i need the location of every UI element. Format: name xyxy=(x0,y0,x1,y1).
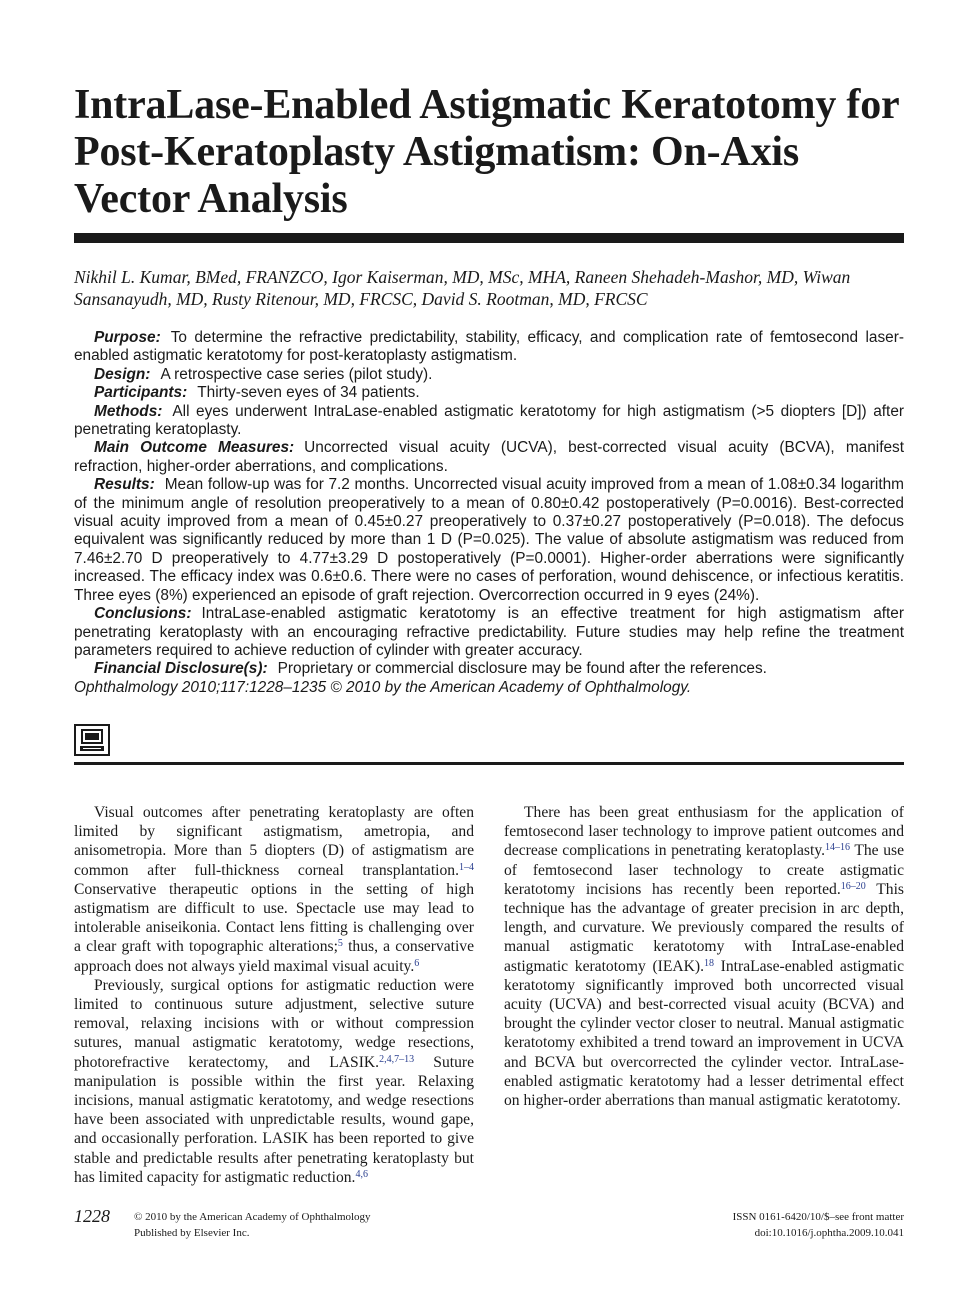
footer-identifiers xyxy=(733,1209,904,1241)
body-paragraph: Previously, surgical options for astigmatic reduction were limited to continuous suture adjustment, selective suture removal, relaxing incisions with or without compression sutures, manual astigmatic keratotomy, wedge resections, photorefractive keratectomy, and LASIK.$^{2,4,7-13}$ Suture manipulation is possible within the first year. Relaxing incisions, manual astigmatic keratotomy, and wedge resections have been associated with unpredictable results, wound gape, and occasionally perforation. LASIK has been reported to give stable and predictable results after penetrating keratoplasty but has limited capacity for astigmatic reduction.$^{4,6}$ xyxy=(74,976,474,1186)
article-title: IntraLase-Enabled Astigmatic Keratotomy for Post-Keratoplasty Astigmatism: On-Axis Vector Analysis xyxy=(74,82,899,222)
body-column-left xyxy=(74,803,474,1187)
body-paragraph: Visual outcomes after penetrating keratoplasty are often limited by significant astigmatism, ametropia, and anisometropia. More than 5 diopters (D) of astigmatism are common after full-thickness corneal transplantation.$^{1-4}$ Conservative therapeutic options in the setting of high astigmatism are difficult to use. Spectacle use may lead to intolerable aniseikonia. Contact lens fitting is challenging over a clear graft with topographic alterations;$^5$ thus, a conservative approach does not always yield maximal visual acuity.$^6$ xyxy=(74,804,475,975)
abstract-text: A retrospective case series (pilot study). xyxy=(160,365,433,383)
abstract-text: Proprietary or commercial disclosure may be found after the references. xyxy=(277,660,767,678)
body-column-right xyxy=(504,803,904,1110)
reference-link[interactable]: 18 xyxy=(704,957,714,969)
abstract-text: To determine the refractive predictability, stability, efficacy, and complication rate of femtosecond laser-enabled astigmatic keratotomy for post-keratoplasty astigmatism. xyxy=(74,329,904,365)
author-list: Nikhil L. Kumar, BMed, FRANZCO, Igor Kaiserman, MD, MSc, MHA, Raneen Shehadeh-Mashor, MD, Wiwan Sansanayudh, MD, Rusty Ritenour, MD, FRCSC, David S. Rootman, MD, FRCSC xyxy=(74,267,851,309)
abstract-participants xyxy=(74,384,904,402)
reference-link[interactable]: 2,4,7–13 xyxy=(379,1053,415,1065)
abstract xyxy=(74,329,904,697)
abstract-methods xyxy=(74,403,904,440)
abstract-citation: Ophthalmology 2010;117:1228–1235 © 2010 by the American Academy of Ophthalmology. xyxy=(74,678,692,696)
abstract-label: Financial Disclosure(s): xyxy=(94,660,268,678)
abstract-text: Thirty-seven eyes of 34 patients. xyxy=(197,384,420,402)
footer-copyright xyxy=(134,1209,371,1241)
abstract-label: Methods: xyxy=(94,402,163,420)
abstract-label: Conclusions: xyxy=(94,605,192,623)
abstract-label: Results: xyxy=(94,476,155,494)
reference-link[interactable]: 14–16 xyxy=(825,842,850,854)
reference-link[interactable]: 4,6 xyxy=(355,1168,368,1180)
doi-link[interactable]: doi:10.1016/j.ophtha.2009.10.041 xyxy=(754,1227,904,1239)
abstract-label: Design: xyxy=(94,365,151,383)
abstract-label: Purpose: xyxy=(94,329,161,346)
body-paragraph: There has been great enthusiasm for the application of femtosecond laser technology to improve patient outcomes and decrease complications in penetrating keratoplasty.$^{14-16}$ The use of femtosecond laser technology to create astigmatic keratotomy incisions has recently been reported.$^{16-20}$ This technique has the advantage of greater precision in arc depth, length, and curvature. We previously compared the results of manual astigmatic keratotomy with IntraLase-enabled astigmatic keratotomy (IEAK).$^{18}$ IntraLase-enabled astigmatic keratotomy significantly improved both uncorrected visual acuity (UCVA) and best-corrected visual acuity (BCVA) and brought the cylinder vector closer to neutral. Manual astigmatic keratotomy exhibited a trend toward an improvement in UCVA and BCVA but overcorrected the cylinder vector. IntraLase-enabled astigmatic keratotomy had a lesser detrimental effect on higher-order aberrations than manual astigmatic keratotomy. xyxy=(504,804,904,1110)
abstract-purpose xyxy=(74,329,904,366)
reference-link[interactable]: 5 xyxy=(337,938,343,950)
publisher-line: Published by Elsevier Inc. xyxy=(134,1227,250,1239)
abstract-text: Uncorrected visual acuity (UCVA), best-corrected visual acuity (BCVA), manifest refraction, higher-order aberrations, and complications. xyxy=(74,439,904,475)
abstract-divider xyxy=(74,762,904,765)
abstract-results xyxy=(74,476,904,605)
computer-icon xyxy=(74,724,110,756)
abstract-text: IntraLase-enabled astigmatic keratotomy is an effective treatment for high astigmatism after penetrating keratoplasty with an encouraging refractive predictability. Future studies may help refine the treatment parameters required to achieve reduction of cylinder with greater accuracy. xyxy=(74,605,904,659)
copyright-line: © 2010 by the American Academy of Ophthalmology xyxy=(134,1211,371,1223)
abstract-conclusions xyxy=(74,605,904,660)
abstract-design xyxy=(74,366,904,384)
abstract-label: Participants: xyxy=(94,384,188,402)
abstract-text: All eyes underwent IntraLase-enabled astigmatic keratotomy for high astigmatism (>5 diopters [D]) after penetrating keratoplasty. xyxy=(74,402,904,439)
page-number: 1228 xyxy=(74,1206,110,1226)
issn-line: ISSN 0161-6420/10/$–see front matter xyxy=(732,1211,904,1223)
title-divider xyxy=(74,233,904,243)
abstract-text: Mean follow-up was for 7.2 months. Uncorrected visual acuity improved from a mean of 1.08±0.34 logarithm of the minimum angle of resolution preoperatively to a mean of 0.80±0.42 postoperatively (P=0.0016). Best-corrected visual acuity improved from a mean of 0.45±0.27 preoperatively to 0.37±0.27 postoperatively (P=0.018). The defocus equivalent was significantly reduced by more than 1 D (P=0.025). The value of absolute astigmatism was reduced from 7.46±2.70 D preoperatively to 4.77±3.29 D postoperatively (P=0.0001). Higher-order aberrations were significantly increased. The efficacy index was 0.6±0.6. There were no cases of perforation, wound dehiscence, or infectious keratitis. Three eyes (8%) experienced an episode of graft rejection. Overcorrection occurred in 9 eyes (24%). xyxy=(74,476,904,604)
reference-link[interactable]: 16–20 xyxy=(840,880,866,892)
abstract-outcomes xyxy=(74,439,904,476)
abstract-disclosure xyxy=(74,660,904,678)
abstract-label: Main Outcome Measures: xyxy=(94,439,295,457)
reference-link[interactable]: 6 xyxy=(414,957,420,969)
reference-link[interactable]: 1–4 xyxy=(459,861,474,873)
